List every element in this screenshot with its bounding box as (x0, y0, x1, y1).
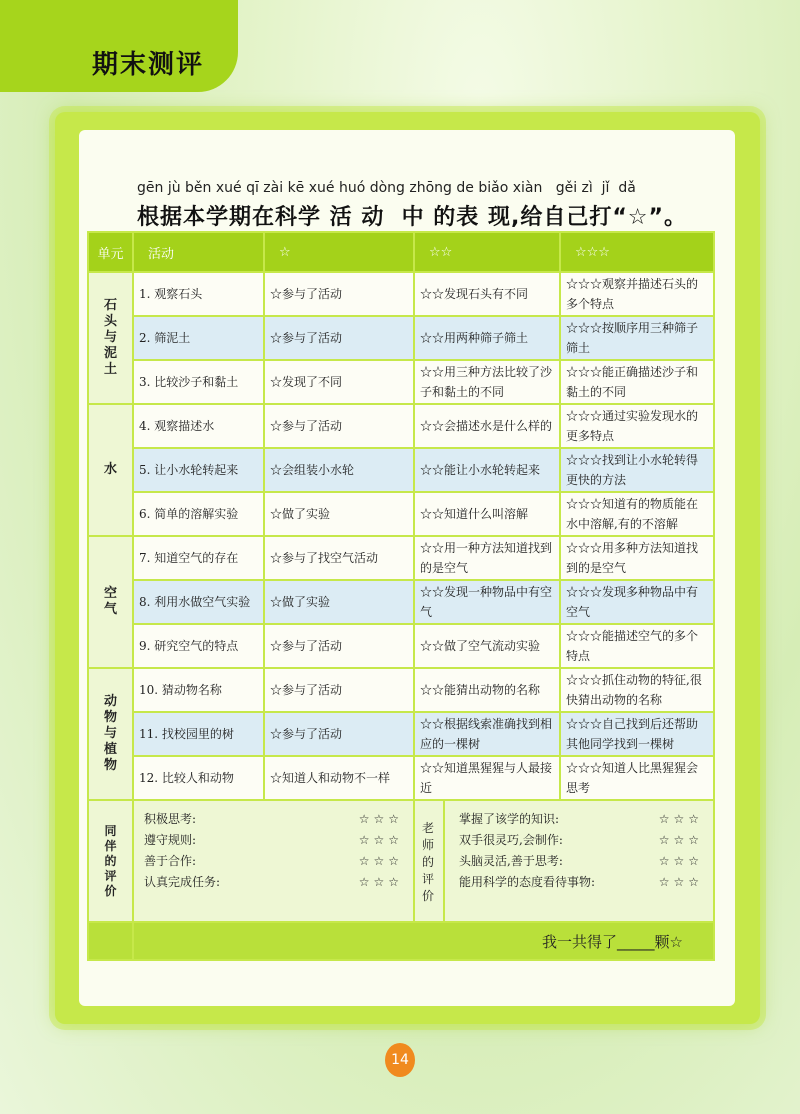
teacher-eval-label: 老师的评价 (415, 801, 445, 921)
instruction-pinyin: gēn jù běn xué qī zài kē xué huó dòng zhōng de biǎo xiàn gěi zì jǐ dǎ (137, 180, 636, 196)
three-star-cell: ☆☆☆发现多种物品中有空气 (560, 580, 714, 624)
one-star-cell: ☆做了实验 (264, 492, 414, 536)
table-row (88, 536, 714, 580)
activity-cell: 3. 比较沙子和黏土 (133, 360, 264, 404)
header-two-star: ☆☆ (414, 232, 560, 272)
table-row (88, 756, 714, 800)
three-star-cell: ☆☆☆自己找到后还帮助其他同学找到一棵树 (560, 712, 714, 756)
table-header-row (88, 232, 714, 272)
eval-item: 积极思考: ☆☆☆ (144, 812, 403, 826)
instruction-text: 根据本学期在科学 活 动 中 的表 现,给自己打“☆”。 (137, 205, 687, 230)
header-activity: 活动 (133, 232, 264, 272)
evaluation-row (88, 800, 714, 922)
three-star-cell: ☆☆☆知道有的物质能在水中溶解,有的不溶解 (560, 492, 714, 536)
total-row (88, 922, 714, 960)
two-star-cell: ☆☆知道黑猩猩与人最接近 (414, 756, 560, 800)
activity-cell: 2. 筛泥土 (133, 316, 264, 360)
one-star-cell: ☆参与了活动 (264, 668, 414, 712)
table-row (88, 316, 714, 360)
eval-item: 善于合作: ☆☆☆ (144, 854, 403, 868)
two-star-cell: ☆☆根据线索准确找到相应的一棵树 (414, 712, 560, 756)
activity-cell: 8. 利用水做空气实验 (133, 580, 264, 624)
three-star-cell: ☆☆☆知道人比黑猩猩会思考 (560, 756, 714, 800)
table-row (88, 668, 714, 712)
three-star-cell: ☆☆☆抓住动物的特征,很快猜出动物的名称 (560, 668, 714, 712)
three-star-cell: ☆☆☆用多种方法知道找到的是空气 (560, 536, 714, 580)
total-text: 我一共得了_____颗☆ (133, 922, 714, 960)
evaluation-table-wrap (87, 231, 713, 961)
three-star-cell: ☆☆☆能描述空气的多个特点 (560, 624, 714, 668)
activity-cell: 6. 简单的溶解实验 (133, 492, 264, 536)
activity-cell: 12. 比较人和动物 (133, 756, 264, 800)
two-star-cell: ☆☆知道什么叫溶解 (414, 492, 560, 536)
page-number: 14 (385, 1043, 415, 1077)
two-star-cell: ☆☆用两种筛子筛土 (414, 316, 560, 360)
three-star-cell: ☆☆☆找到让小水轮转得更快的方法 (560, 448, 714, 492)
one-star-cell: ☆参与了活动 (264, 316, 414, 360)
peer-eval-label: 同伴的评价 (88, 800, 133, 922)
one-star-cell: ☆参与了活动 (264, 712, 414, 756)
one-star-cell: ☆做了实验 (264, 580, 414, 624)
two-star-cell: ☆☆用一种方法知道找到的是空气 (414, 536, 560, 580)
eval-item: 认真完成任务: ☆☆☆ (144, 875, 403, 889)
activity-cell: 5. 让小水轮转起来 (133, 448, 264, 492)
activity-cell: 10. 猜动物名称 (133, 668, 264, 712)
two-star-cell: ☆☆能让小水轮转起来 (414, 448, 560, 492)
unit-cell: 空气 (88, 536, 133, 668)
three-star-cell: ☆☆☆通过实验发现水的更多特点 (560, 404, 714, 448)
eval-item: 能用科学的态度看待事物: ☆☆☆ (459, 875, 703, 889)
teacher-eval-box (414, 800, 714, 922)
one-star-cell: ☆会组装小水轮 (264, 448, 414, 492)
three-star-cell: ☆☆☆观察并描述石头的多个特点 (560, 272, 714, 316)
activity-cell: 11. 找校园里的树 (133, 712, 264, 756)
header-unit: 单元 (88, 232, 133, 272)
unit-cell: 石头与泥土 (88, 272, 133, 404)
evaluation-table (87, 231, 715, 961)
three-star-cell: ☆☆☆能正确描述沙子和黏土的不同 (560, 360, 714, 404)
two-star-cell: ☆☆发现石头有不同 (414, 272, 560, 316)
two-star-cell: ☆☆用三种方法比较了沙子和黏土的不同 (414, 360, 560, 404)
header-one-star: ☆ (264, 232, 414, 272)
eval-item: 遵守规则: ☆☆☆ (144, 833, 403, 847)
one-star-cell: ☆参与了活动 (264, 404, 414, 448)
eval-item: 头脑灵活,善于思考: ☆☆☆ (459, 854, 703, 868)
one-star-cell: ☆参与了找空气活动 (264, 536, 414, 580)
one-star-cell: ☆知道人和动物不一样 (264, 756, 414, 800)
table-row (88, 712, 714, 756)
table-row (88, 492, 714, 536)
eval-item: 掌握了该学的知识: ☆☆☆ (459, 812, 703, 826)
table-row (88, 272, 714, 316)
peer-eval-box (133, 800, 414, 922)
activity-cell: 4. 观察描述水 (133, 404, 264, 448)
table-row (88, 448, 714, 492)
page-title: 期末测评 (92, 50, 205, 80)
activity-cell: 9. 研究空气的特点 (133, 624, 264, 668)
one-star-cell: ☆参与了活动 (264, 624, 414, 668)
eval-item: 双手很灵巧,会制作: ☆☆☆ (459, 833, 703, 847)
activity-cell: 1. 观察石头 (133, 272, 264, 316)
unit-cell: 动物与植物 (88, 668, 133, 800)
total-spacer (88, 922, 133, 960)
one-star-cell: ☆参与了活动 (264, 272, 414, 316)
header-three-star: ☆☆☆ (560, 232, 714, 272)
two-star-cell: ☆☆发现一种物品中有空气 (414, 580, 560, 624)
two-star-cell: ☆☆会描述水是什么样的 (414, 404, 560, 448)
two-star-cell: ☆☆做了空气流动实验 (414, 624, 560, 668)
activity-cell: 7. 知道空气的存在 (133, 536, 264, 580)
table-row (88, 360, 714, 404)
table-row (88, 624, 714, 668)
table-row (88, 580, 714, 624)
table-row (88, 404, 714, 448)
one-star-cell: ☆发现了不同 (264, 360, 414, 404)
two-star-cell: ☆☆能猜出动物的名称 (414, 668, 560, 712)
three-star-cell: ☆☆☆按顺序用三种筛子筛土 (560, 316, 714, 360)
unit-cell: 水 (88, 404, 133, 536)
